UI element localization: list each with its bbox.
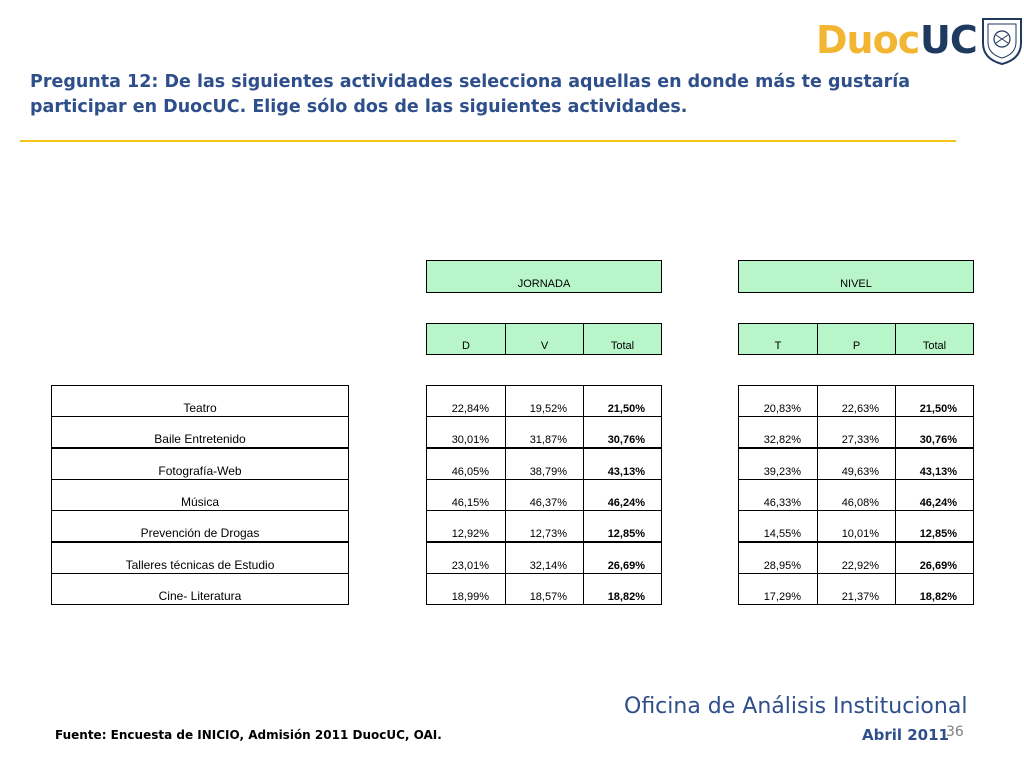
- value-d-6: 23,01%: [426, 542, 506, 574]
- value-p-2: 27,33%: [817, 416, 896, 448]
- value-total-nivel-4: 46,24%: [895, 479, 974, 511]
- value-p-5: 10,01%: [817, 510, 896, 542]
- value-v-5: 12,73%: [505, 510, 584, 542]
- value-p-4: 46,08%: [817, 479, 896, 511]
- value-t-5: 14,55%: [738, 510, 818, 542]
- column-header-d-label: D: [462, 340, 470, 352]
- value-total-nivel-5: 12,85%: [895, 510, 974, 542]
- value-total-jornada-4: 46,24%: [583, 479, 662, 511]
- value-v-4: 46,37%: [505, 479, 584, 511]
- group-header-jornada: [426, 260, 662, 293]
- value-d-3: 46,05%: [426, 448, 506, 480]
- column-header-v: [505, 323, 584, 355]
- value-total-nivel-2: 30,76%: [895, 416, 974, 448]
- column-header-total-jornada: [583, 323, 662, 355]
- activity-label-4: Música: [51, 479, 349, 511]
- column-header-v-label: V: [540, 340, 549, 352]
- value-d-1: 22,84%: [426, 385, 506, 417]
- source-note: Fuente: Encuesta de INICIO, Admisión 2011 DuocUC, OAI.: [55, 728, 442, 742]
- value-total-nivel-3: 43,13%: [895, 448, 974, 480]
- group-header-nivel-label: NIVEL: [840, 278, 872, 290]
- activity-label-6: Talleres técnicas de Estudio: [51, 542, 349, 574]
- column-header-p: [817, 323, 896, 355]
- value-v-7: 18,57%: [505, 573, 584, 605]
- uc-seal-icon: [979, 15, 1024, 65]
- logo-uc-text: UC: [920, 18, 977, 62]
- value-t-6: 28,95%: [738, 542, 818, 574]
- value-v-2: 31,87%: [505, 416, 584, 448]
- column-header-p-label: P: [852, 340, 861, 352]
- activity-label-5: Prevención de Drogas: [51, 510, 349, 542]
- value-p-7: 21,37%: [817, 573, 896, 605]
- activity-label-2: Baile Entretenido: [51, 416, 349, 448]
- page-title: Pregunta 12: De las siguientes actividades selecciona aquellas en donde más te gustaría participar en DuocUC. Elige sólo dos de las siguientes actividades.: [30, 72, 911, 117]
- value-p-6: 22,92%: [817, 542, 896, 574]
- value-p-3: 49,63%: [817, 448, 896, 480]
- value-t-7: 17,29%: [738, 573, 818, 605]
- column-header-total-nivel: [895, 323, 974, 355]
- value-d-7: 18,99%: [426, 573, 506, 605]
- value-total-nivel-1: 21,50%: [895, 385, 974, 417]
- group-header-nivel: [738, 260, 974, 293]
- value-t-4: 46,33%: [738, 479, 818, 511]
- value-t-1: 20,83%: [738, 385, 818, 417]
- column-header-t-label: T: [774, 340, 782, 352]
- value-total-jornada-3: 43,13%: [583, 448, 662, 480]
- value-total-jornada-7: 18,82%: [583, 573, 662, 605]
- value-v-3: 38,79%: [505, 448, 584, 480]
- column-header-total-nivel-label: Total: [922, 340, 947, 352]
- value-total-jornada-6: 26,69%: [583, 542, 662, 574]
- value-t-2: 32,82%: [738, 416, 818, 448]
- value-d-2: 30,01%: [426, 416, 506, 448]
- value-total-nivel-7: 18,82%: [895, 573, 974, 605]
- group-header-jornada-label: JORNADA: [517, 278, 571, 290]
- value-t-3: 39,23%: [738, 448, 818, 480]
- column-header-d: [426, 323, 506, 355]
- activity-label-3: Fotografía-Web: [51, 448, 349, 480]
- office-name: Oficina de Análisis Institucional: [624, 694, 968, 719]
- value-v-1: 19,52%: [505, 385, 584, 417]
- column-header-t: [738, 323, 818, 355]
- logo-duoc-text: Duoc: [816, 18, 920, 62]
- activity-label-7: Cine- Literatura: [51, 573, 349, 605]
- value-v-6: 32,14%: [505, 542, 584, 574]
- value-d-5: 12,92%: [426, 510, 506, 542]
- activity-label-1: Teatro: [51, 385, 349, 417]
- value-total-jornada-5: 12,85%: [583, 510, 662, 542]
- duocuc-logo: [812, 14, 1017, 66]
- page-number: 36: [946, 724, 964, 740]
- value-total-jornada-2: 30,76%: [583, 416, 662, 448]
- title-divider: [20, 140, 956, 142]
- report-date: Abril 2011: [862, 726, 949, 744]
- value-total-nivel-6: 26,69%: [895, 542, 974, 574]
- value-d-4: 46,15%: [426, 479, 506, 511]
- column-header-total-jornada-label: Total: [610, 340, 635, 352]
- value-total-jornada-1: 21,50%: [583, 385, 662, 417]
- value-p-1: 22,63%: [817, 385, 896, 417]
